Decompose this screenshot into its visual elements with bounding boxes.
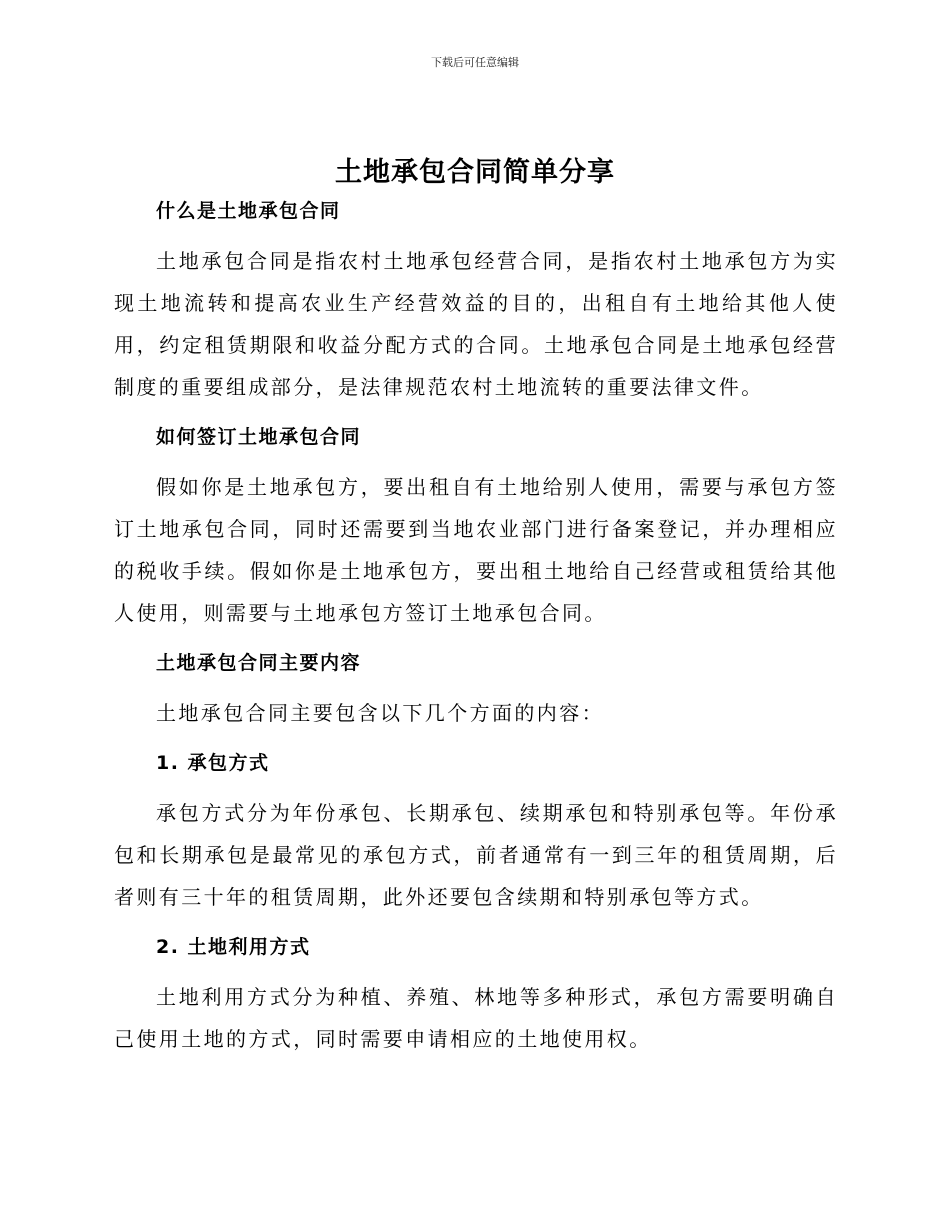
- section-heading: 1. 承包方式: [156, 752, 270, 774]
- page-header-note: 下载后可任意编辑: [431, 56, 519, 69]
- section-paragraph: 土地承包合同主要包含以下几个方面的内容：: [156, 701, 604, 725]
- section-paragraph: 土地承包合同是指农村土地承包经营合同，是指农村土地承包方为实现土地流转和提高农业生产经营效益的目的，出租自有土地给其他人使用，约定租赁期限和收益分配方式的合同。土地承包合同是土地承包经营制度的重要组成部分，是法律规范农村土地流转的重要法律文件。: [114, 249, 838, 399]
- section-paragraph: 承包方式分为年份承包、长期承包、续期承包和特别承包等。年份承包和长期承包是最常见的承包方式，前者通常有一到三年的租赁周期，后者则有三十年的租赁周期，此外还要包含续期和特别承包等方式。: [114, 801, 838, 909]
- section-heading: 什么是土地承包合同: [156, 200, 341, 222]
- section-heading: 土地承包合同主要内容: [156, 652, 362, 674]
- document-title: 土地承包合同简单分享: [335, 157, 615, 188]
- section-heading: 2. 土地利用方式: [156, 936, 311, 958]
- section-paragraph: 土地利用方式分为种植、养殖、林地等多种形式，承包方需要明确自己使用土地的方式，同时需要申请相应的土地使用权。: [114, 985, 838, 1051]
- section-paragraph: 假如你是土地承包方，要出租自有土地给别人使用，需要与承包方签订土地承包合同，同时还需要到当地农业部门进行备案登记，并办理相应的税收手续。假如你是土地承包方，要出租土地给自己经营或租赁给其他人使用，则需要与土地承包方签订土地承包合同。: [114, 475, 838, 625]
- document-body: [114, 190, 838, 1068]
- section-heading: 如何签订土地承包合同: [156, 426, 362, 448]
